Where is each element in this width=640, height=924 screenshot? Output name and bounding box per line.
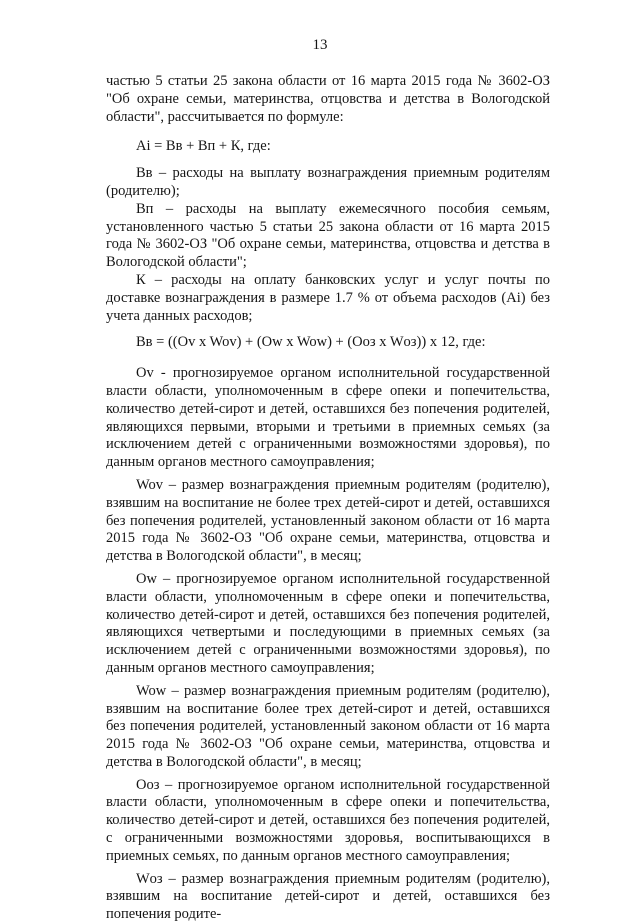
definition-ov: Ov - прогнозируемое органом исполнительной государственной власти области, уполномоченным в сфере опеки и попечительства, количество детей-сирот и детей, оставшихся без попечения родителей, являющихся первыми, вторыми и третьими в приемных семьях (за исключением детей с ограниченными возможностями здоровья), по данным органов местного самоуправления; [106, 365, 550, 471]
definition-woz: Wоз – размер вознаграждения приемным родителям (родителю), взявшим на воспитание детей-сирот и детей, оставшихся без попечения родите- [106, 870, 550, 923]
formula-ai: Ai = Вв + Вп + К, где: [136, 138, 271, 155]
paragraph-intro: частью 5 статьи 25 закона области от 16 марта 2015 года № 3602-ОЗ "Об охране семьи, материнства, отцовства и детства в Вологодской области", рассчитывается по формуле: [106, 73, 550, 125]
definition-ow: Ow – прогнозируемое органом исполнительной государственной власти области, уполномоченным в сфере опеки и попечительства, количество детей-сирот и детей, оставшихся без попечения родителей, являющихся четвертыми и последующими в приемных семьях (за исключением детей с ограниченными возможностями здоровья), по данным органов местного самоуправления; [106, 570, 550, 676]
definition-ooz: Ооз – прогнозируемое органом исполнительной государственной власти области, уполномоченным в сфере опеки и попечительства, количество детей-сирот и детей, оставшихся без попечения родителей, с ограниченными возможностями здоровья, воспитывающихся в приемных семьях, по данным органов местного самоуправления; [106, 776, 550, 864]
definition-vv: Вв – расходы на выплату вознаграждения приемным родителям (родителю); [106, 165, 550, 199]
definition-wov: Wov – размер вознаграждения приемным родителям (родителю), взявшим на воспитание не более трех детей-сирот и детей, оставшихся без попечения родителей, установленный законом области от 16 марта 2015 года № 3602-ОЗ "Об охране семьи, материнства, отцовства и детства в Вологодской области", в месяц; [106, 476, 550, 565]
definition-wow: Wow – размер вознаграждения приемным родителям (родителю), взявшим на воспитание более трех детей-сирот и детей, оставшихся без попечения родителей, установленный законом области от 16 марта 2015 года № 3602-ОЗ "Об охране семьи, материнства, отцовства и детства в Вологодской области", в месяц; [106, 682, 550, 770]
definition-k: К – расходы на оплату банковских услуг и услуг почты по доставке вознаграждения в размере 1.7 % от объема расходов (Ai) без учета данных расходов; [106, 271, 550, 324]
formula-vv: Вв = ((Ov x Wov) + (Ow x Wow) + (Ооз x Wоз)) x 12, где: [136, 334, 486, 351]
definition-vp: Вп – расходы на выплату ежемесячного пособия семьям, установленного частью 5 статьи 25 закона области от 16 марта 2015 года № 3602-ОЗ "Об охране семьи, материнства, отцовства и детства в Вологодской области"; [106, 200, 550, 271]
document-body [106, 73, 550, 924]
page-number: 13 [312, 37, 328, 53]
